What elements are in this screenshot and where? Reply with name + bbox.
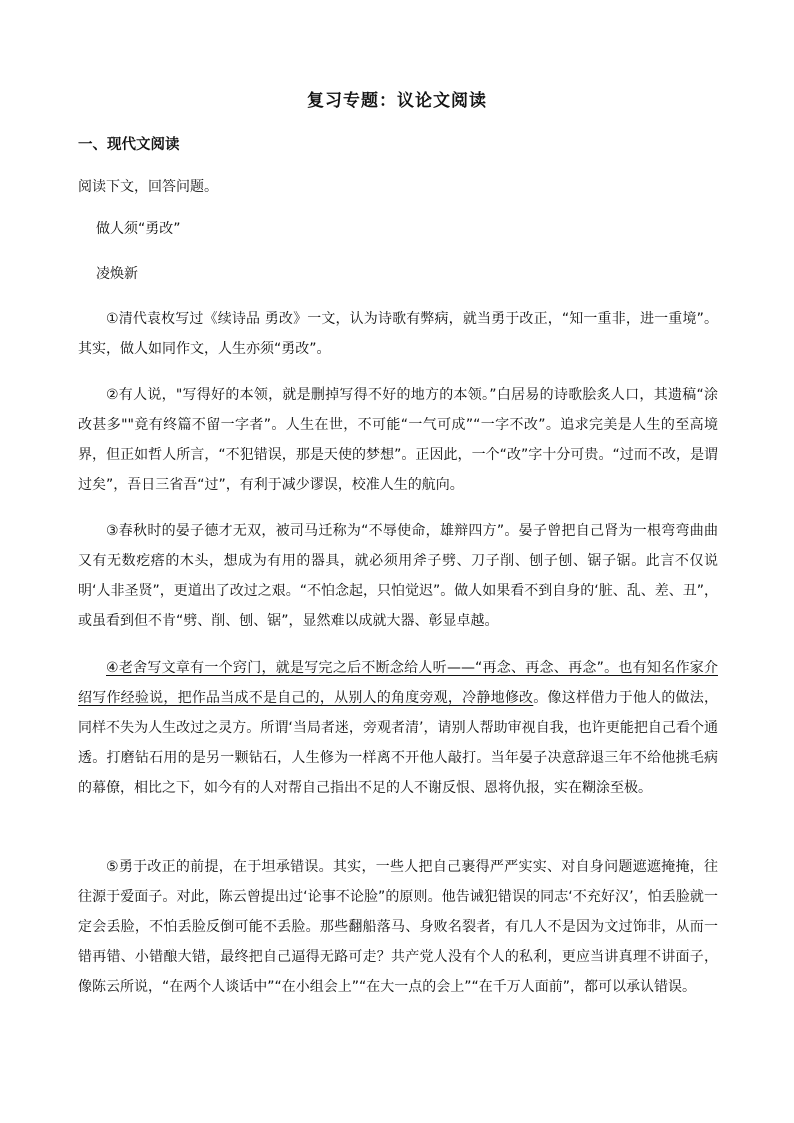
article-author: 凌焕新 (96, 266, 138, 282)
paragraph-4 (78, 653, 718, 833)
article-title: 做人须“勇改” (96, 221, 181, 237)
underlined-passage: ④老舍写文章有一个窍门，就是写完之后不断念给人听——“再念、再念、再念”。也有知名作家介绍写作经验说，把作品当成不是自己的，从别人的角度旁观，冷静地修改 (78, 660, 718, 706)
section-heading: 一、现代文阅读 (78, 137, 180, 153)
paragraph-1: ①清代袁枚写过《续诗品 勇改》一文，认为诗歌有弊病，就当勇于改正，“知一重非，进一重境”。其实，做人如同作文，人生亦须“勇改”。 (78, 311, 718, 357)
paragraph-2: ②有人说，"写得好的本领，就是删掉写得不好的地方的本领。”白居易的诗歌脍炙人口，其遗稿“涂改甚多""竟有终篇不留一字者”。人生在世，不可能“一气可成”“一字不改”。追求完美是人生的至高境界，但正如哲人所言，“不犯错误，那是天使的梦想”。正因此，一个“改”字十分可贵。“过而不改，是谓过矣”，吾日三省吾“过”，有利于减少谬误，校准人生的航向。 (78, 387, 718, 493)
reading-instruction: 阅读下文，回答问题。 (78, 179, 218, 195)
document-title: 复习专题：议论文阅读 (307, 91, 487, 111)
paragraph-4-rest: 。像这样借力于他人的做法，同样不失为人生改过之灵方。所谓‘当局者迷，旁观者清’，请别人帮助审视自我，也许更能把自己看个通透。打磨钻石用的是另一颗钻石，人生修为一样离不开他人敲打。当年晏子决意辞退三年不给他挑毛病的幕僚，相比之下，如今有的人对帮自己指出不足的人不谢反恨、恩将仇报，实在糊涂至极。 (78, 690, 718, 796)
paragraph-3: ③春秋时的晏子德才无双，被司马迁称为“不辱使命，雄辩四方”。晏子曾把自己肾为一根弯弯曲曲又有无数疙瘩的木头，想成为有用的器具，就必须用斧子劈、刀子削、刨子刨、锯子锯。此言不仅说明‘人非圣贤”，更道出了改过之艰。“不怕念起，只怕觉迟”。做人如果看不到自身的‘脏、乱、差、丑”，或虽看到但不肯“劈、削、刨、锯”，显然难以成就大器、彰显卓越。 (78, 523, 718, 629)
paragraph-5: ⑤勇于改正的前提，在于坦承错误。其实，一些人把自己裹得严严实实、对自身问题遮遮掩掩，往往源于爱面子。对此，陈云曾提出过‘论事不论脸”的原则。他告诫犯错误的同志‘不充好汉’，怕丢脸就一定会丢脸，不怕丢脸反倒可能不丢脸。那些翻船落马、身败名裂者，有几人不是因为文过饰非，从而一错再错、小错酿大错，最终把自己逼得无路可走？共产党人没有个人的私利，更应当讲真理不讲面子，像陈云所说，“在两个人谈话中”“在小组会上”“在大一点的会上”“在千万人面前”，都可以承认错误。 (78, 859, 718, 995)
